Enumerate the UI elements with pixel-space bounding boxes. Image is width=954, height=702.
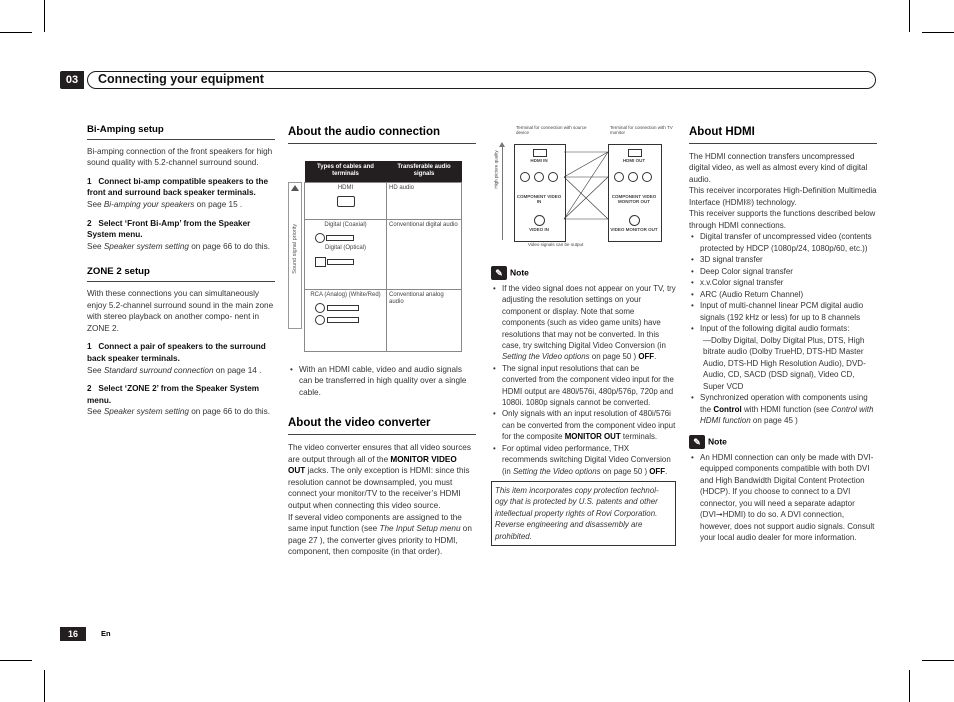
crop-mark	[909, 670, 910, 702]
column-biamp-zone2	[87, 124, 275, 418]
note-bullet: • An HDMI connection can only be made with DVI-equipped components compatible with both DVI and High Bandwidth Digital Content Protection (HDCP). If you choose to connect to a DVI connector, you will need a separate adaptor (DVI➞HDMI) to do so. A DVI connection, however, does not support audio signals. Consult your local audio dealer for more information.	[689, 452, 877, 544]
zone2-heading: ZONE 2 setup	[87, 266, 275, 282]
crop-mark	[44, 0, 45, 32]
hdmi-bullet: • 3D signal transfer	[689, 254, 877, 266]
video-signal-diagram	[488, 122, 678, 258]
coaxial-plug-icon	[315, 233, 353, 241]
signal-type: Conventional digital audio	[387, 219, 462, 289]
cable-type: HDMI	[337, 184, 354, 191]
biamp-step-1-ref: See Bi-amping your speakers on page 15 .	[87, 199, 243, 209]
picture-quality-label: High picture quality	[493, 150, 499, 189]
audio-cable-table	[304, 161, 462, 352]
column-audio-video	[288, 127, 476, 558]
note-bullet: • Only signals with an input resolution of 480i/576i can be converted from the component video input for the composite MONITOR OUT terminals.	[491, 408, 676, 442]
video-paragraph-1: The video converter ensures that all video sources are output through all of the MONITOR VIDEO OUT jacks. The only exception is HDMI: since this resolution cannot be downsampled, you must connect your monitor/TV to the receiver’s HDMI output when connecting this video source.	[288, 442, 471, 510]
column-hdmi	[689, 127, 877, 544]
crop-mark	[922, 660, 954, 661]
video-out-label: VIDEO MONITOR OUT	[610, 227, 658, 232]
zone2-step-2-ref: See Speaker system setting on page 66 to do this.	[87, 407, 270, 417]
signal-lines	[488, 122, 678, 258]
zone2-intro: With these connections you can simultaneously enjoy 5.2-channel surround sound in the main zone with stereo playback on another compo- nent in ZONE 2.	[87, 288, 274, 333]
biamp-step-1: 1 Connect bi-amp compatible speakers to the front and surround back speaker terminals.	[87, 176, 269, 198]
signal-type: HD audio	[387, 182, 462, 219]
biamp-step-2-ref: See Speaker system setting on page 66 to do this.	[87, 241, 270, 251]
crop-mark	[922, 32, 954, 33]
component-in-label: COMPONENT VIDEO IN	[516, 194, 562, 204]
cable-type: RCA (Analog) (White/Red)	[310, 291, 381, 298]
table-header: Transferable audio signals	[387, 161, 462, 183]
hdmi-heading: About HDMI	[689, 127, 877, 144]
hdmi-bullet: • x.v.Color signal transfer	[689, 277, 877, 289]
optical-plug-icon	[315, 257, 353, 265]
note-bullet: • For optimal video performance, THX recommends switching Digital Video Conversion (in Setting the Video options on page 50 ) OFF.	[491, 443, 676, 477]
priority-label: Sound signal priority	[292, 223, 299, 274]
chapter-number: 03	[60, 71, 84, 89]
hdmi-bullet: • Digital transfer of uncompressed video (contents protected by HDCP (1080p/24, 1080p/60, etc.))	[689, 231, 877, 254]
table-row	[305, 219, 462, 289]
column-notes	[491, 266, 676, 546]
rca-plug-icon	[315, 303, 359, 325]
hdmi-in-label: HDMI IN	[530, 158, 548, 163]
source-terminal-label: Terminal for connection with source device	[516, 125, 587, 135]
zone2-step-1-ref: See Standard surround connection on page 14 .	[87, 365, 262, 375]
hdmi-bullet: • ARC (Audio Return Channel)	[689, 289, 877, 301]
chapter-title: Connecting your equipment	[98, 72, 264, 86]
tv-terminal-label: Terminal for connection with TV monitor	[610, 125, 673, 135]
language-code: En	[101, 629, 111, 638]
hdmi-audio-formats: —Dolby Digital, Dolby Digital Plus, DTS, High bitrate audio (Dolby TrueHD, DTS-HD Master Audio, DTS-HD High Resolution Audio), DVD-Audio, CD, SACD (DSD signal), Video CD, Super VCD	[703, 335, 866, 391]
copy-protection-notice: This item incorporates copy protection technol- ogy that is protected by U.S. patents and other intellectual property rights of Rovi Corporation. Reverse engineering and disassembly are prohibited.	[491, 481, 676, 546]
video-output-caption: Video signals can be output	[528, 242, 584, 247]
crop-mark	[0, 32, 32, 33]
hdmi-out-label: HDMI OUT	[622, 158, 646, 163]
hdmi-bullet: • Synchronized operation with components using the Control with HDMI function (see Control with HDMI function on page 45 )	[689, 392, 877, 427]
table-row	[305, 289, 462, 351]
hdmi-bullet: • Input of the following digital audio formats:	[689, 323, 877, 335]
audio-table-wrap	[288, 161, 476, 352]
table-header: Types of cables and terminals	[305, 161, 387, 183]
crop-mark	[44, 670, 45, 702]
note-icon: ✎	[491, 266, 507, 280]
audio-heading: About the audio connection	[288, 127, 476, 144]
zone2-step-2: 2 Select ‘ZONE 2’ from the Speaker System menu.	[87, 384, 260, 405]
note-heading: ✎ Note	[491, 266, 676, 280]
hdmi-paragraph-3: This receiver supports the functions described below through HDMI connections.	[689, 209, 876, 230]
chapter-header	[60, 71, 876, 89]
component-out-label: COMPONENT VIDEO MONITOR OUT	[611, 194, 657, 204]
note-bullet: • If the video signal does not appear on your TV, try adjusting the resolution settings on your component or display. Note that some components (such as video game units) have resolutions that may not be converted. In this case, try switching Digital Video Conversion (in Setting the Video options on page 50 ) OFF.	[491, 283, 676, 363]
note-icon: ✎	[689, 435, 705, 449]
signal-type: Conventional analog audio	[387, 289, 462, 351]
hdmi-bullet: • Input of multi-channel linear PCM digital audio signals (192 kHz or less) for up to 8 channels	[689, 300, 877, 323]
crop-mark	[909, 0, 910, 32]
video-heading: About the video converter	[288, 418, 476, 435]
cable-type: Digital (Optical)	[324, 245, 366, 252]
hdmi-paragraph-1: The HDMI connection transfers uncompressed digital video, as well as almost every kind of digital audio.	[689, 151, 868, 184]
table-row	[305, 182, 462, 219]
biamp-heading: Bi-Amping setup	[87, 124, 275, 140]
note-heading: ✎ Note	[689, 435, 877, 449]
note-bullet: • The signal input resolutions that can be converted from the component video input for the HDMI output are 480i/576i, 480p/576p, 720p and 1080i. 1080p signals cannot be converted.	[491, 363, 676, 409]
zone2-step-1: 1 Connect a pair of speakers to the surround back speaker terminals.	[87, 342, 266, 363]
priority-arrow	[288, 182, 302, 329]
crop-mark	[0, 660, 32, 661]
cable-type: Digital (Coaxial)	[324, 221, 367, 228]
hdmi-plug-icon	[337, 196, 355, 207]
audio-bullet: • With an HDMI cable, video and audio signals can be transferred in high quality over a single cable.	[288, 364, 476, 399]
biamp-step-2: 2 Select ‘Front Bi-Amp’ from the Speaker System menu.	[87, 218, 251, 240]
biamp-intro: Bi-amping connection of the front speakers for high sound quality with 5.2-channel surround sound.	[87, 146, 273, 168]
video-paragraph-2: If several video components are assigned to the same input function (see The Input Setup menu on page 27 ), the converter gives priority to HDMI, component, then composite (in that order).	[288, 512, 472, 557]
page-number: 16	[60, 627, 86, 641]
hdmi-bullet: • Deep Color signal transfer	[689, 266, 877, 278]
hdmi-paragraph-2: This receiver incorporates High-Definition Multimedia Interface (HDMI®) technology.	[689, 186, 877, 207]
video-in-label: VIDEO IN	[529, 227, 549, 232]
